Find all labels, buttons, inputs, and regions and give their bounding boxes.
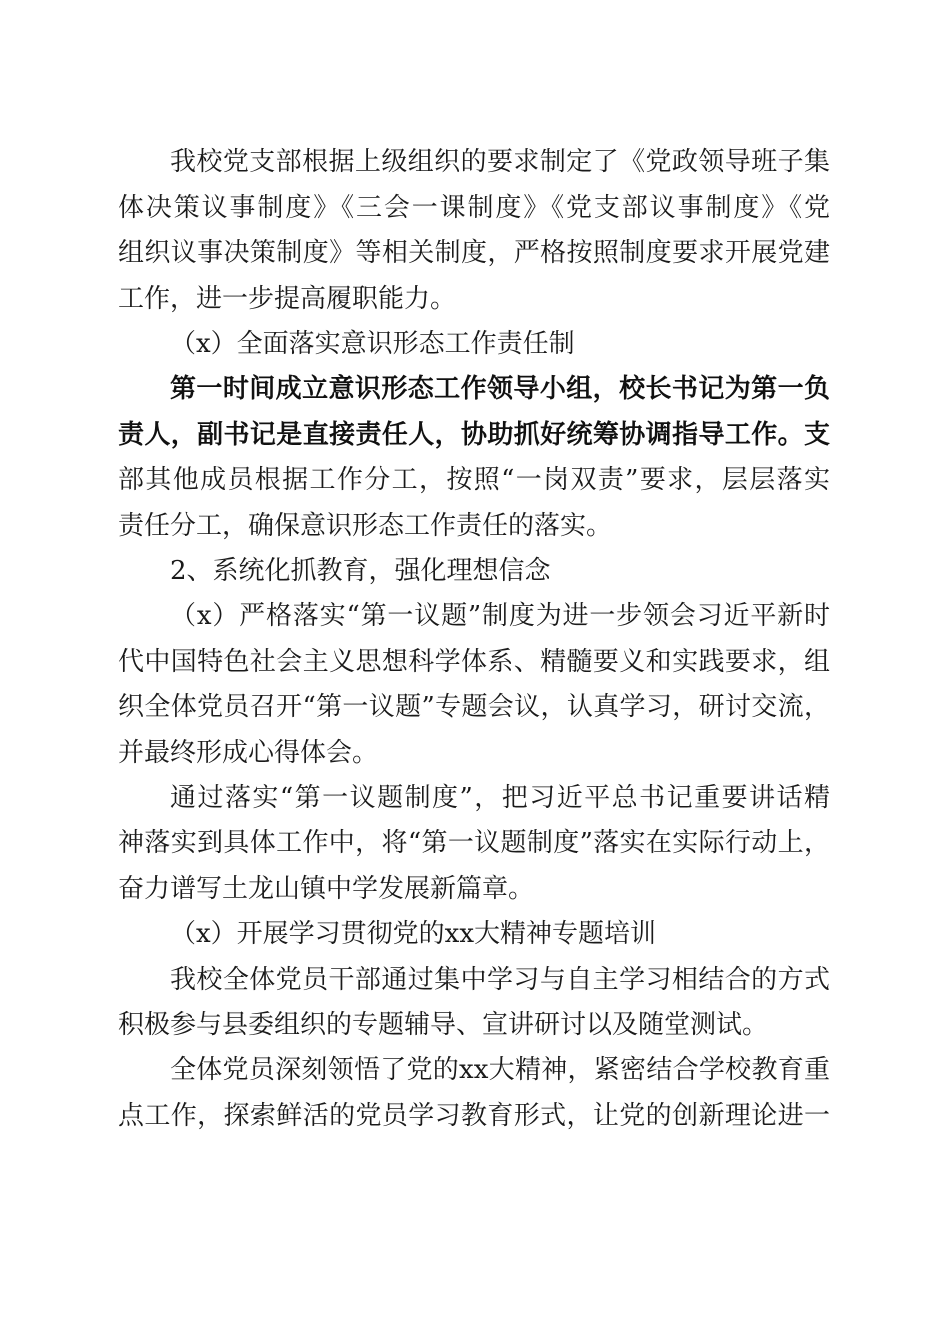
paragraph-line: 工作，进一步提高履职能力。 (118, 284, 457, 314)
paragraph-line: 组织议事决策制度》等相关制度，严格按照制度要求开展党建 (118, 238, 830, 268)
paragraph-line: 代中国特色社会主义思想科学体系、精髓要义和实践要求，组 (118, 647, 830, 677)
paragraph-line: 全体党员深刻领悟了党的xx大精神，紧密结合学校教育重 (170, 1055, 830, 1085)
paragraph-line: 我校党支部根据上级组织的要求制定了《党政领导班子集 (170, 147, 830, 177)
paragraph-line: 体决策议事制度》《三会一课制度》《党支部议事制度》《党 (118, 193, 830, 223)
paragraph-line: 神落实到具体工作中，将“第一议题制度”落实在实际行动上， (118, 828, 830, 858)
section-heading: （x）全面落实意识形态工作责任制 (170, 329, 575, 359)
paragraph-line: 责任分工，确保意识形态工作责任的落实。 (118, 511, 613, 541)
paragraph-line: 我校全体党员干部通过集中学习与自主学习相结合的方式 (170, 965, 830, 995)
paragraph-line: 点工作，探索鲜活的党员学习教育形式，让党的创新理论进一 (118, 1101, 830, 1131)
paragraph-line: （x）严格落实“第一议题”制度为进一步领会习近平新时 (170, 601, 830, 631)
paragraph-line: 部其他成员根据工作分工，按照“一岗双责”要求，层层落实 (118, 465, 830, 495)
paragraph-line: 奋力谱写土龙山镇中学发展新篇章。 (118, 874, 535, 904)
section-heading: （x）开展学习贯彻党的xx大精神专题培训 (170, 919, 656, 949)
section-heading: 2、系统化抓教育，强化理想信念 (170, 556, 551, 586)
paragraph-line: 通过落实“第一议题制度”，把习近平总书记重要讲话精 (170, 783, 830, 813)
paragraph-line: 织全体党员召开“第一议题”专题会议，认真学习，研讨交流， (118, 692, 830, 722)
paragraph-line: 责人，副书记是直接责任人，协助抓好统筹协调指导工作。支 (118, 420, 830, 450)
paragraph-line: 积极参与县委组织的专题辅导、宣讲研讨以及随堂测试。 (118, 1010, 769, 1040)
paragraph-line: 并最终形成心得体会。 (118, 738, 379, 768)
paragraph-line: 第一时间成立意识形态工作领导小组，校长书记为第一负 (170, 374, 830, 404)
